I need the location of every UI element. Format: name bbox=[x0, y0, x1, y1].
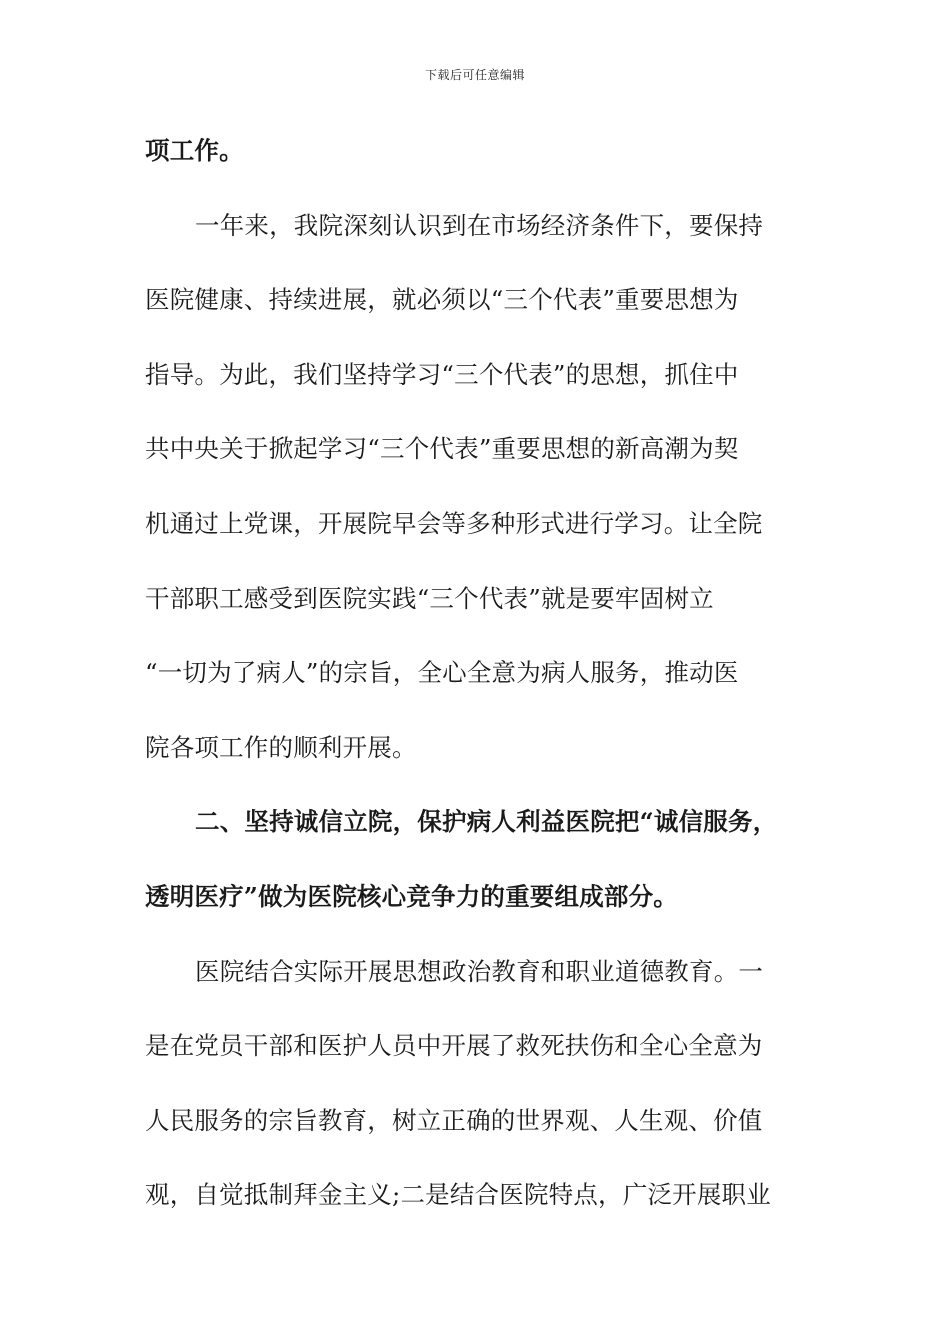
section-heading-line: 二、坚持诚信立院，保护病人利益医院把“诚信服务， bbox=[195, 807, 778, 837]
text-line: 院各项工作的顺利开展。 bbox=[145, 732, 417, 762]
text-line: 项工作。 bbox=[145, 136, 244, 165]
text-line: 医院结合实际开展思想政治教育和职业道德教育。一 bbox=[195, 956, 764, 986]
text-line: 是在党员干部和医护人员中开展了救死扶伤和全心全意为 bbox=[145, 1031, 763, 1061]
text-line: 共中央关于掀起学习“三个代表”重要思想的新高潮为契 bbox=[145, 434, 739, 464]
text-line: 机通过上党课，开展院早会等多种形式进行学习。让全院 bbox=[145, 508, 763, 538]
text-line: 干部职工感受到医院实践“三个代表”就是要牢固树立 bbox=[145, 583, 714, 613]
section-heading-line: 透明医疗”做为医院核心竞争力的重要组成部分。 bbox=[145, 881, 678, 911]
text-line: 人民服务的宗旨教育，树立正确的世界观、人生观、价值 bbox=[145, 1105, 763, 1135]
text-line: 观，自觉抵制拜金主义;二是结合医院特点，广泛开展职业 bbox=[145, 1180, 771, 1210]
text-line: “一切为了病人”的宗旨，全心全意为病人服务，推动医 bbox=[145, 658, 739, 688]
text-line: 指导。为此，我们坚持学习“三个代表”的思想，抓住中 bbox=[145, 359, 739, 389]
text-line: 医院健康、持续进展，就必须以“三个代表”重要思想为 bbox=[145, 285, 739, 315]
text-line: 一年来，我院深刻认识到在市场经济条件下，要保持 bbox=[195, 210, 764, 240]
page-header: 下载后可任意编辑 bbox=[424, 68, 525, 82]
document-body bbox=[145, 124, 805, 1243]
